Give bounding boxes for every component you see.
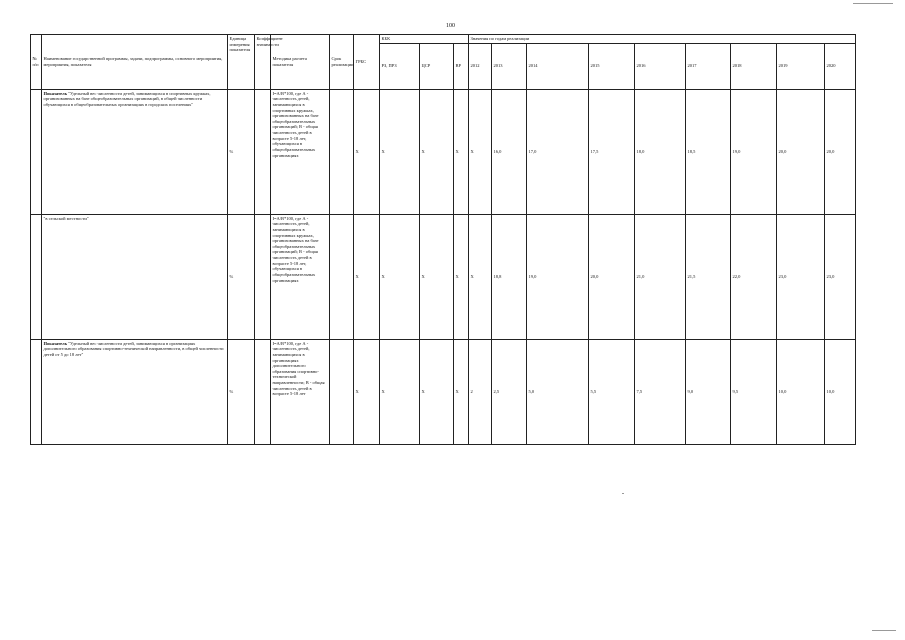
header-kbk: КБК bbox=[380, 35, 469, 44]
value-cell: 21,0 bbox=[635, 214, 686, 339]
rz-cell: X bbox=[380, 214, 420, 339]
value-cell: 9,5 bbox=[731, 339, 777, 444]
value-cell: 23,0 bbox=[777, 214, 825, 339]
indicator-name: "Удельный вес численности детей, занимающихся в организациях дополнительного образования спортивно-технической направленности, в общей численности детей от 5 до 18 лет" bbox=[43, 340, 224, 357]
header-values: Значения по годам реализации bbox=[469, 35, 856, 44]
value-cell: 5,0 bbox=[527, 339, 589, 444]
header-year: 2016 bbox=[635, 43, 686, 89]
header-year: 2014 bbox=[527, 43, 589, 89]
value-cell: 23,0 bbox=[825, 214, 856, 339]
header-year: 2020 bbox=[825, 43, 856, 89]
csr-cell: X bbox=[420, 339, 454, 444]
value-cell: X bbox=[469, 89, 492, 214]
csr-cell: X bbox=[420, 214, 454, 339]
grbs-cell: X bbox=[354, 214, 380, 339]
header-vr: ВР bbox=[454, 43, 469, 89]
header-name: Наименование государственной программы, задачи, подпрограммы, основного мероприятия, мероприятия, показателя bbox=[42, 35, 228, 90]
scan-mark bbox=[853, 3, 893, 4]
value-cell: 2 bbox=[469, 339, 492, 444]
indicator-label: Показатель bbox=[43, 340, 68, 346]
header-year: 2013 bbox=[492, 43, 527, 89]
table-row bbox=[31, 214, 856, 339]
value-cell: 10,0 bbox=[825, 339, 856, 444]
header-csr: ЦСР bbox=[420, 43, 454, 89]
header-year: 2012 bbox=[469, 43, 492, 89]
value-cell: 18,5 bbox=[686, 89, 731, 214]
value-cell: 21,5 bbox=[686, 214, 731, 339]
value-cell: 5,5 bbox=[589, 339, 635, 444]
value-cell: 20,0 bbox=[589, 214, 635, 339]
value-cell: 7,5 bbox=[635, 339, 686, 444]
indicator-name: "Удельный вес численности детей, занимающихся в спортивных кружках, организованных на базе общеобразовательных организаций, в общей численности обучающихся в общеобразовательных организациях в городских поселениях" bbox=[43, 90, 211, 107]
table-row bbox=[31, 339, 856, 444]
scan-mark bbox=[872, 630, 896, 631]
header-unit: Единица измерения показателя bbox=[228, 35, 255, 90]
table-row bbox=[31, 89, 856, 214]
indicator-label: Показатель bbox=[43, 90, 68, 96]
value-cell: 22,0 bbox=[731, 214, 777, 339]
unit-cell: % bbox=[228, 89, 255, 214]
header-method: Методика расчета показателя bbox=[271, 35, 330, 90]
rz-cell: X bbox=[380, 89, 420, 214]
method-cell: I=A/B*100, где А - численность детей, занимающихся в спортивных кружках, организованных на базе общеобразовательных организаций; В - общая численность детей в возрасте 5-18 лет, обучающихся в общеобразовательных организациях bbox=[271, 89, 330, 214]
header-coef: Коэффициент значимости bbox=[255, 35, 271, 90]
value-cell: 19,0 bbox=[527, 214, 589, 339]
value-cell: 10,0 bbox=[777, 339, 825, 444]
vr-cell: X bbox=[454, 214, 469, 339]
indicator-name: "в сельской местности" bbox=[43, 215, 89, 221]
csr-cell: X bbox=[420, 89, 454, 214]
unit-cell: % bbox=[228, 214, 255, 339]
value-cell: X bbox=[469, 214, 492, 339]
vr-cell: X bbox=[454, 339, 469, 444]
method-cell: I=A/B*100, где А - численность детей, занимающихся в организациях дополнительного образования спортивно-технической направленности; В - общая численность детей в возрасте 5-18 лет bbox=[271, 339, 330, 444]
value-cell: 16,0 bbox=[492, 89, 527, 214]
value-cell: 18,0 bbox=[635, 89, 686, 214]
value-cell: 2,5 bbox=[492, 339, 527, 444]
page-number: 100 bbox=[446, 23, 455, 29]
header-num: № п/п bbox=[31, 35, 42, 90]
indicator-name-cell bbox=[42, 339, 228, 444]
value-cell: 17,5 bbox=[589, 89, 635, 214]
value-cell: 17,0 bbox=[527, 89, 589, 214]
method-cell: I=A/B*100, где А - численность детей, занимающихся в спортивных кружках, организованных на базе общеобразовательных организаций; В - общая численность детей в возрасте 5-18 лет, обучающихся в общеобразовательных организациях bbox=[271, 214, 330, 339]
grbs-cell: X bbox=[354, 339, 380, 444]
header-year: 2017 bbox=[686, 43, 731, 89]
value-cell: 19,0 bbox=[731, 89, 777, 214]
header-term: Срок реализации bbox=[330, 35, 354, 90]
header-year: 2019 bbox=[777, 43, 825, 89]
indicator-name-cell bbox=[42, 89, 228, 214]
indicator-name-cell bbox=[42, 214, 228, 339]
header-grbs: ГРБС bbox=[354, 35, 380, 90]
value-cell: 9,0 bbox=[686, 339, 731, 444]
header-year: 2015 bbox=[589, 43, 635, 89]
header-year: 2018 bbox=[731, 43, 777, 89]
value-cell: 18,8 bbox=[492, 214, 527, 339]
rz-cell: X bbox=[380, 339, 420, 444]
value-cell: 20,0 bbox=[825, 89, 856, 214]
unit-cell: % bbox=[228, 339, 255, 444]
indicator-table bbox=[30, 34, 856, 445]
scan-mark bbox=[622, 493, 624, 494]
value-cell: 20,0 bbox=[777, 89, 825, 214]
grbs-cell: X bbox=[354, 89, 380, 214]
vr-cell: X bbox=[454, 89, 469, 214]
header-rz: РЗ, ПРЗ bbox=[380, 43, 420, 89]
